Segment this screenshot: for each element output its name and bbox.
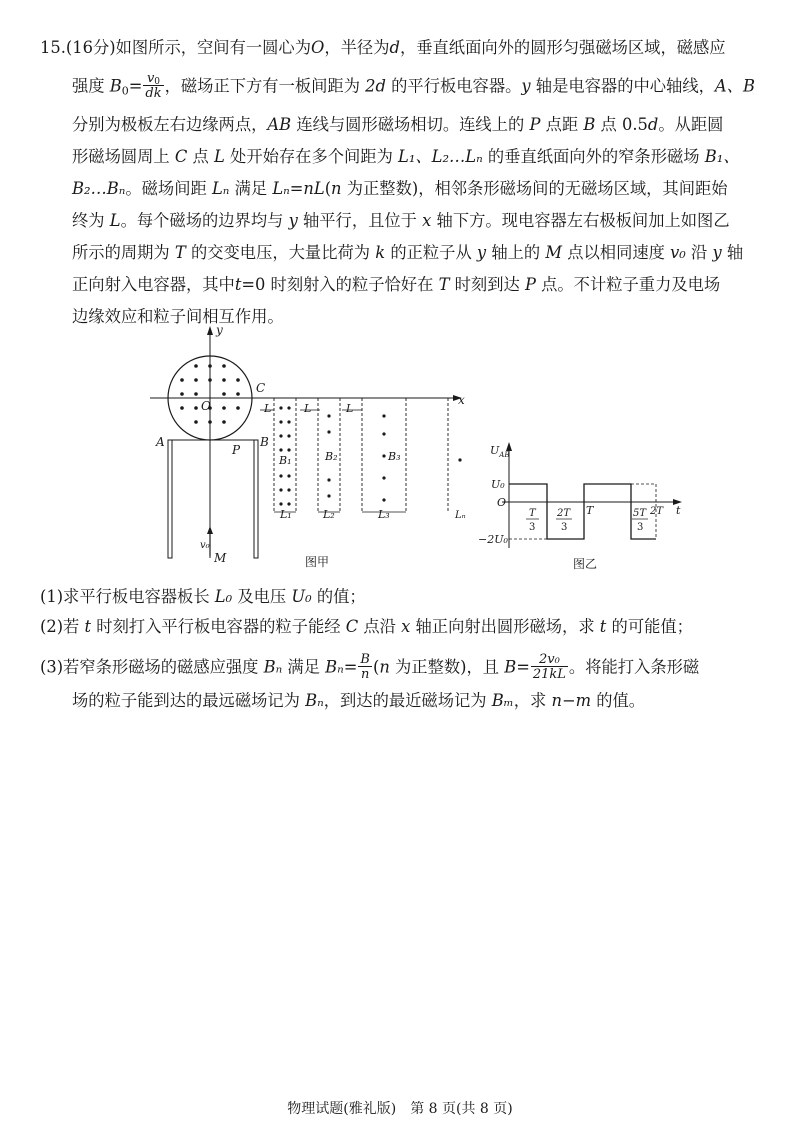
gap-label-2: L <box>304 402 312 415</box>
problem-line-4: 形磁场圆周上 C 点 L 处开始存在多个间距为 L₁、L₂…Lₙ 的垂直纸面向外的窄条形磁场 B₁、 <box>72 147 740 166</box>
strip-label-b3: B₃ <box>388 450 401 463</box>
problem-line-8: 正向射入电容器，其中t=0 时刻射入的粒子恰好在 T 时刻到达 P 点。不计粒子重力及电场 <box>72 275 721 294</box>
problem-line-9: 边缘效应和粒子间相互作用。 <box>72 307 284 326</box>
svg-text:2T: 2T <box>557 508 571 519</box>
point-a-label: A <box>156 435 165 449</box>
width-label-l1: L₁ <box>280 508 292 521</box>
problem-line-1: 15.(16分)如图所示，空间有一圆心为O，半径为d，垂直纸面向外的圆形匀强磁场区域，磁感应 <box>40 38 726 57</box>
question-3-line-2: 场的粒子能到达的最远磁场记为 Bₙ，到达的最近磁场记为 Bₘ，求 n−m 的值。 <box>72 691 646 710</box>
t-axis-label: t <box>676 504 681 517</box>
tick-t3 <box>526 508 539 533</box>
point-c-label: C <box>256 381 266 395</box>
figure-a-caption: 图甲 <box>305 555 330 569</box>
neg-2u0-label: −2U₀ <box>478 533 508 546</box>
tick-5t3 <box>632 508 648 533</box>
tick-2t3 <box>556 508 572 533</box>
svg-text:5T: 5T <box>633 508 647 519</box>
problem-number: 15. <box>40 38 66 57</box>
problem-line-7: 所示的周期为 T 的交变电压，大量比荷为 k 的正粒子从 y 轴上的 M 点以相同速度 v₀ 沿 y 轴 <box>72 243 744 262</box>
gap-label-1: L <box>264 402 272 415</box>
v0-label: v₀ <box>200 540 210 551</box>
point-b-label: B <box>260 435 269 449</box>
u0-label: U₀ <box>491 478 505 491</box>
question-1: (1)求平行板电容器板长 L₀ 及电压 U₀ 的值； <box>40 587 366 606</box>
point-p-label: P <box>232 443 241 457</box>
problem-score: (16分) <box>65 38 116 57</box>
question-2: (2)若 t 时刻打入平行板电容器的粒子能经 C 点沿 x 轴正向射出圆形磁场，求 t 的可能值； <box>40 617 693 636</box>
u-axis-label: $U_{AB}$ <box>490 444 510 459</box>
tick-2t: 2T <box>650 506 664 517</box>
b0-fraction: $\frac{v_0}{dk}$ <box>145 71 162 101</box>
bn-fraction: $\frac{B}{n}$ <box>360 652 370 682</box>
point-m-label: M <box>214 551 227 565</box>
problem-line-3: 分别为极板左右边缘两点，AB 连线与圆形磁场相切。连线上的 P 点距 B 点 0.5d。从距圆 <box>72 115 724 134</box>
svg-text:3: 3 <box>561 522 568 533</box>
tick-t: T <box>586 504 594 517</box>
width-label-ln: Lₙ <box>455 510 466 521</box>
svg-text:T: T <box>529 508 536 519</box>
svg-text:3: 3 <box>529 522 536 533</box>
width-label-l2: L₂ <box>323 508 335 521</box>
strip-label-b2: B₂ <box>325 450 338 463</box>
problem-line-2: 强度 $B_0=$ $\frac{v_0}{dk}$ ，磁场正下方有一板间距为 2d 的平行板电容器。y 轴是电容器的中心轴线，A、B <box>72 71 755 101</box>
width-label-l3: L₃ <box>378 508 390 521</box>
figure-b-caption: 图乙 <box>573 557 598 571</box>
problem-line-6: 终为 L。每个磁场的边界均与 y 轴平行，且位于 x 轴下方。现电容器左右极板间加上如图乙 <box>72 211 730 230</box>
page-footer: 物理试题(雅礼版) 第 8 页(共 8 页) <box>287 1101 513 1117</box>
x-axis-label: x <box>458 393 465 407</box>
gap-label-3: L <box>346 402 354 415</box>
problem-line-5: B₂…Bₙ。磁场间距 Lₙ 满足 Lₙ=nL(n 为正整数)，相邻条形磁场间的无磁场区域，其间距始 <box>72 179 728 198</box>
svg-text:3: 3 <box>637 522 644 533</box>
strip-label-b1: B₁ <box>279 454 292 467</box>
origin-label: O <box>201 399 211 413</box>
y-axis-label: y <box>216 323 223 337</box>
question-3-line-1: (3)若窄条形磁场的磁感应强度 Bₙ 满足 Bₙ= $\frac{B}{n}$ (n 为正整数)，且 B= $\frac{\text{2v₀}}{21kL}$ 。将能打入条形磁 <box>40 652 700 682</box>
b-fraction: $\frac{\text{2v₀}}{21kL}$ <box>532 652 566 682</box>
origin-o-label: O <box>497 496 507 509</box>
